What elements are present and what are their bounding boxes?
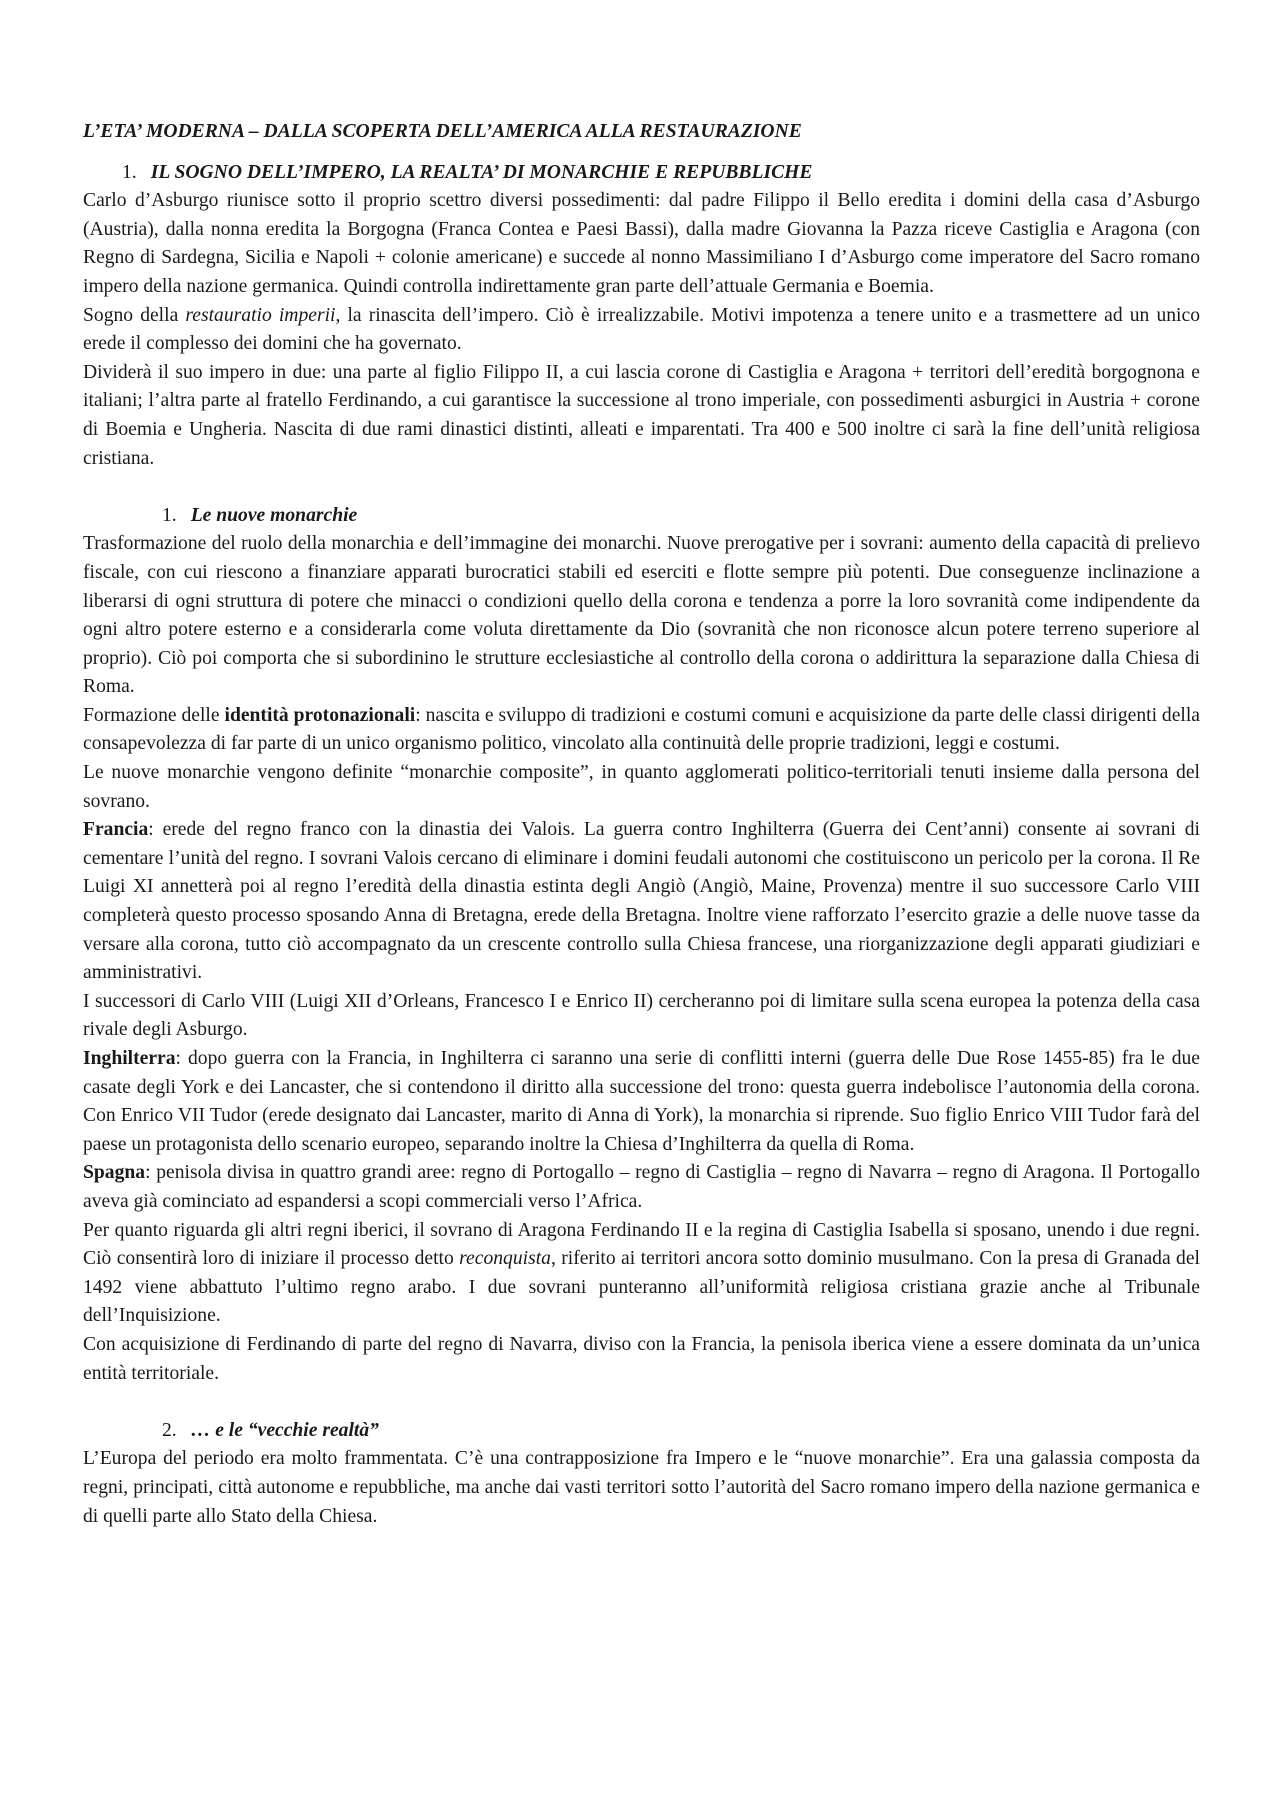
paragraph-trasformazione: Trasformazione del ruolo della monarchia e dell’immagine dei monarchi. Nuove prerogative per i sovrani: aumento della capacità di prelievo fiscale, con cui riescono a finanziare apparati burocratici stabili ed eserciti e flotte sempre più potenti. Due conseguenze inclinazione a liberarsi di ogni struttura di potere che minacci o condizioni quello della corona e tendenza a porre la loro sovranità come indipendente da ogni altro potere esterno e a considerarla come voluta direttamente da Dio (sovranità che non riconosce alcun potere terreno superiore al proprio). Ciò poi comporta che si subordinino le strutture ecclesiastiche al controllo della corona o addirittura la separazione dalla Chiesa di Roma. bbox=[83, 533, 1200, 698]
section-number: 1. bbox=[122, 161, 137, 183]
keyword-identita-protonazionali: identità protonazionali bbox=[224, 704, 416, 726]
paragraph-restauratio: Sogno della restauratio imperii, la rinascita dell’impero. Ciò è irrealizzabile. Motivi impotenza a tenere unito e a trasmettere ad un unico erede il complesso dei domini che ha governato. bbox=[83, 304, 1200, 355]
paragraph-identita: Formazione delle identità protonazionali: nascita e sviluppo di tradizioni e costumi comuni e acquisizione da parte delle classi dirigenti della consapevolezza di far parte di un unico organismo politico, vincolato alla continuità delle proprie tradizioni, leggi e costumi. bbox=[83, 704, 1201, 755]
section-title: IL SOGNO DELL’IMPERO, LA REALTA’ DI MONARCHIE E REPUBBLICHE bbox=[150, 161, 813, 183]
section-number: 2. bbox=[162, 1419, 177, 1441]
keyword-francia: Francia bbox=[83, 819, 149, 841]
section-heading-vecchie-realta bbox=[83, 1417, 1200, 1446]
paragraph-carlo-asburgo: Carlo d’Asburgo riunisce sotto il proprio scettro diversi possedimenti: dal padre Filippo il Bello eredita i domini della casa d’Asburgo (Austria), dalla nonna eredita la Borgogna (Franca Contea e Paesi Bassi), dalla madre Giovanna la Pazza riceve Castiglia e Aragona (con Regno di Sardegna, Sicilia e Napoli + colonie americane) e succede al nonno Massimiliano I d’Asburgo come imperatore del Sacro romano impero della nazione germanica. Quindi controlla indirettamente gran parte dell’attuale Germania e Boemia. bbox=[83, 190, 1200, 297]
emphasis-restauratio-imperii: restauratio imperii bbox=[185, 304, 336, 326]
section-heading-impero bbox=[83, 159, 1200, 188]
spacer bbox=[83, 1388, 1200, 1417]
keyword-inghilterra: Inghilterra bbox=[83, 1048, 176, 1069]
paragraph-successori: I successori di Carlo VIII (Luigi XII d’Orleans, Francesco I e Enrico II) cercheranno poi di limitare sulla scena europea la potenza della casa rivale degli Asburgo. bbox=[83, 990, 1200, 1041]
spacer bbox=[83, 473, 1200, 502]
paragraph-navarra: Con acquisizione di Ferdinando di parte del regno di Navarra, diviso con la Francia, la penisola iberica viene a essere dominata da un’unica entità territoriale. bbox=[83, 1333, 1200, 1384]
paragraph-europa-frammentata: L’Europa del periodo era molto frammentata. C’è una contrapposizione fra Impero e le “nuove monarchie”. Era una galassia composta da regni, principati, città autonome e repubbliche, ma anche dai vasti territori sotto l’autorità del Sacro romano impero della nazione germanica e di quelli parte allo Stato della Chiesa. bbox=[83, 1448, 1200, 1527]
paragraph-divisione-impero: Dividerà il suo impero in due: una parte al figlio Filippo II, a cui lascia corone di Castiglia e Aragona + territori dell’eredità borgognona e italiani; l’altra parte al fratello Ferdinando, a cui garantisce la successione al trono imperiale, con possedimenti asburgici in Austria + corone di Boemia e Ungheria. Nascita di due rami dinastici distinti, alleati e imparentati. Tra 400 e 500 inoltre ci sarà la fine dell’unità religiosa cristiana. bbox=[83, 361, 1200, 469]
section-title: Le nuove monarchie bbox=[190, 504, 358, 526]
emphasis-reconquista: reconquista bbox=[459, 1248, 551, 1270]
paragraph-regni-iberici: Per quanto riguarda gli altri regni iberici, il sovrano di Aragona Ferdinando II e la regina di Castiglia Isabella si sposano, unendo i due regni. Ciò consentirà loro di iniziare il processo detto reconquista, riferito ai territori ancora sotto dominio musulmano. Con la presa di Granada del 1492 viene abbattuto l’ultimo regno arabo. I due sovrani punteranno all’uniformità religiosa cristiana grazie anche al Tribunale dell’Inquisizione. bbox=[83, 1219, 1200, 1327]
document-title: L’ETA’ MODERNA – DALLA SCOPERTA DELL’AMERICA ALLA RESTAURAZIONE bbox=[83, 121, 802, 142]
paragraph-monarchie-composite: Le nuove monarchie vengono definite “monarchie composite”, in quanto agglomerati politico-territoriali tenuti insieme dalla persona del sovrano. bbox=[83, 762, 1200, 812]
paragraph-spagna: Spagna: penisola divisa in quattro grandi aree: regno di Portogallo – regno di Castiglia – regno di Navarra – regno di Aragona. Il Portogallo aveva già cominciato ad espandersi a scopi commerciali verso l’Africa. bbox=[83, 1162, 1200, 1212]
paragraph-francia: Francia: erede del regno franco con la dinastia dei Valois. La guerra contro Inghilterra (Guerra dei Cent’anni) consente ai sovrani di cementare l’unità del regno. I sovrani Valois cercano di eliminare i domini feudali autonomi che costituiscono un pericolo per la corona. Il Re Luigi XI annetterà poi al regno l’eredità della dinastia estinta degli Angiò (Angiò, Maine, Provenza) mentre il suo successore Carlo VIII completerà questo processo sposando Anna di Bretagna, erede della Bretagna. Inoltre viene rafforzato l’esercito grazie a delle nuove tasse da versare alla corona, tutto ciò accompagnato da un crescente controllo sulla Chiesa francese, una riorganizzazione degli apparati giudiziari e amministrativi. bbox=[83, 819, 1200, 984]
section-title: … e le “vecchie realtà” bbox=[190, 1419, 379, 1441]
keyword-spagna: Spagna bbox=[83, 1162, 146, 1184]
section-heading-nuove-monarchie bbox=[83, 502, 1200, 531]
paragraph-inghilterra: Inghilterra: dopo guerra con la Francia, in Inghilterra ci saranno una serie di conflitti interni (guerra delle Due Rose 1455-85) fra le due casate degli York e dei Lancaster, che si contendono il diritto alla successione del trono: questa guerra indebolisce l’autonomia della corona. Con Enrico VII Tudor (erede designato dai Lancaster, marito di Anna di York), la monarchia si riprende. Suo figlio Enrico VIII Tudor farà del paese un protagonista dello scenario europeo, separando inoltre la Chiesa d’Inghilterra da quella di Roma. bbox=[83, 1048, 1200, 1155]
section-number: 1. bbox=[162, 504, 177, 526]
